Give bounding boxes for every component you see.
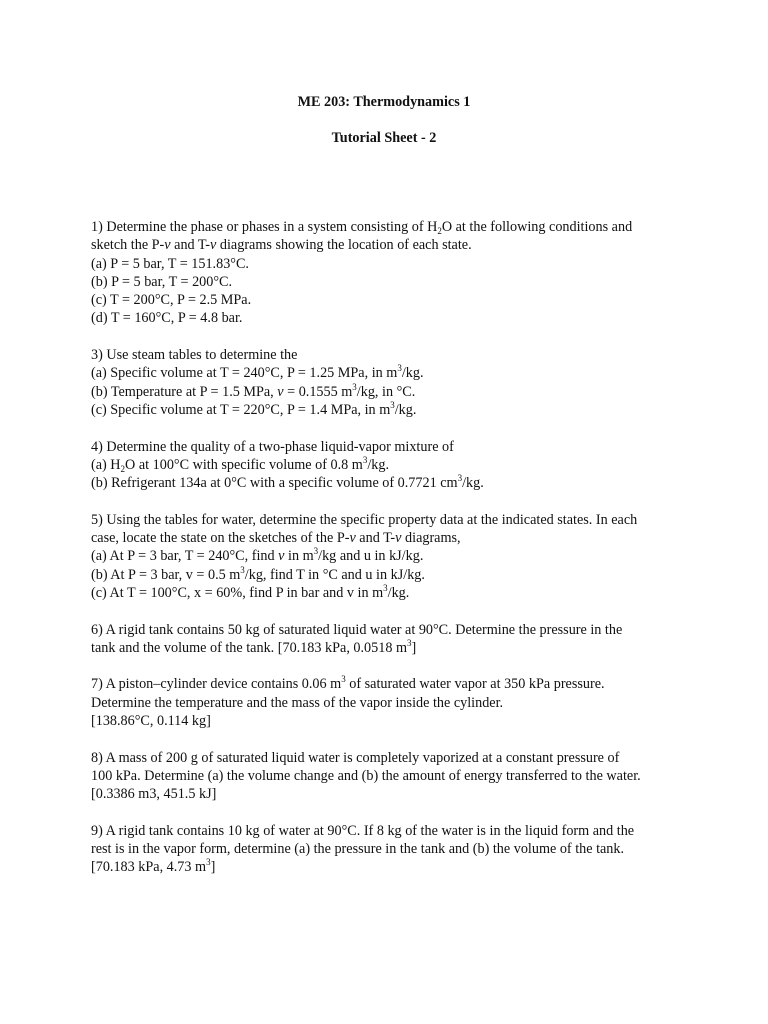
question-4-part-b: (b) Refrigerant 134a at 0°C with a specific volume of 0.7721 $cm^3/kg$. (91, 473, 484, 492)
question-6-line-1: 6) A rigid tank contains 50 kg of saturated liquid water at 90°C. Determine the pressure in the (91, 621, 623, 638)
question-7-line-2: Determine the temperature and the mass of the vapor inside the cylinder. (91, 694, 504, 711)
question-8-line-2: 100 kPa. Determine (a) the volume change and (b) the amount of energy transferred to the water. (91, 767, 641, 784)
question-5-part-c: (c) At T = 100°C, x = 60%, find P in bar and v in $m^3/kg$. (91, 582, 410, 601)
question-1-line-1: 1) Determine the phase or phases in a system consisting of $H_2O$ at the following conditions and (91, 219, 633, 236)
question-3 (91, 346, 678, 419)
question-1-part-c: (c) T = 200°C, P = 2.5 MPa. (91, 292, 252, 309)
question-7 (91, 675, 678, 730)
question-3-part-c: (c) Specific volume at T = 220°C, P = 1.4 MPa, in $m^3/kg$. (91, 399, 417, 418)
question-1-part-b: (b) P = 5 bar, T = 200°C. (91, 273, 233, 290)
question-1 (91, 218, 678, 328)
question-6 (91, 621, 678, 658)
question-1-part-d: (d) T = 160°C, P = 4.8 bar. (91, 310, 243, 327)
question-7-line-1: 7) A piston–cylinder device contains 0.06 $m^3$ of saturated water vapor at 350 kPa pressure. (91, 674, 605, 693)
question-7-answer: [138.86°C, 0.114 kg] (91, 713, 211, 730)
question-8 (91, 749, 678, 804)
question-8-answer: [0.3386 m3, 451.5 kJ] (91, 786, 217, 803)
question-1-line-2: sketch the P-v and T-v diagrams showing the location of each state. (91, 237, 472, 254)
question-9-line-1: 9) A rigid tank contains 10 kg of water at 90°C. If 8 kg of the water is in the liquid form and the (91, 822, 635, 839)
question-4 (91, 438, 678, 493)
question-4-intro: 4) Determine the quality of a two-phase liquid-vapor mixture of (91, 438, 454, 455)
question-5-line-1: 5) Using the tables for water, determine the specific property data at the indicated states. In each (91, 511, 638, 528)
question-5-part-a: (a) At P = 3 bar, T = 240°C, find v in $m^3/kg$ and u in kJ/kg. (91, 546, 424, 565)
question-6-line-2: tank and the volume of the tank. [70.183 kPa, 0.0518 $m^3$] (91, 637, 417, 656)
question-9-answer: [70.183 kPa, 4.73 $m^3$] (91, 857, 216, 876)
question-5-part-b: (b) At P = 3 bar, v = 0.5 $m^3/kg$, find T in °C and u in kJ/kg. (91, 564, 425, 583)
question-5 (91, 511, 678, 602)
question-4-part-a: (a) $H_2O$ at 100°C with specific volume of 0.8 $m^3/kg$. (91, 454, 389, 474)
question-8-line-1: 8) A mass of 200 g of saturated liquid water is completely vaporized at a constant pressure of (91, 749, 620, 766)
question-3-part-b: (b) Temperature at P = 1.5 MPa, v = 0.1555 $m^3/kg$, in °C. (91, 381, 416, 400)
tutorial-body (91, 218, 678, 895)
question-1-part-a: (a) P = 5 bar, T = 151.83°C. (91, 255, 249, 272)
document-subtitle: Tutorial Sheet - 2 (331, 130, 437, 146)
document-title: ME 203: Thermodynamics 1 (297, 94, 471, 110)
question-5-line-2: case, locate the state on the sketches of the P-v and T-v diagrams, (91, 530, 461, 547)
question-3-part-a: (a) Specific volume at T = 240°C, P = 1.25 MPa, in $m^3/kg$. (91, 363, 424, 382)
question-9 (91, 822, 678, 877)
question-9-line-2: rest is in the vapor form, determine (a) the pressure in the tank and (b) the volume of the tank. (91, 841, 625, 858)
question-3-intro: 3) Use steam tables to determine the (91, 347, 298, 364)
